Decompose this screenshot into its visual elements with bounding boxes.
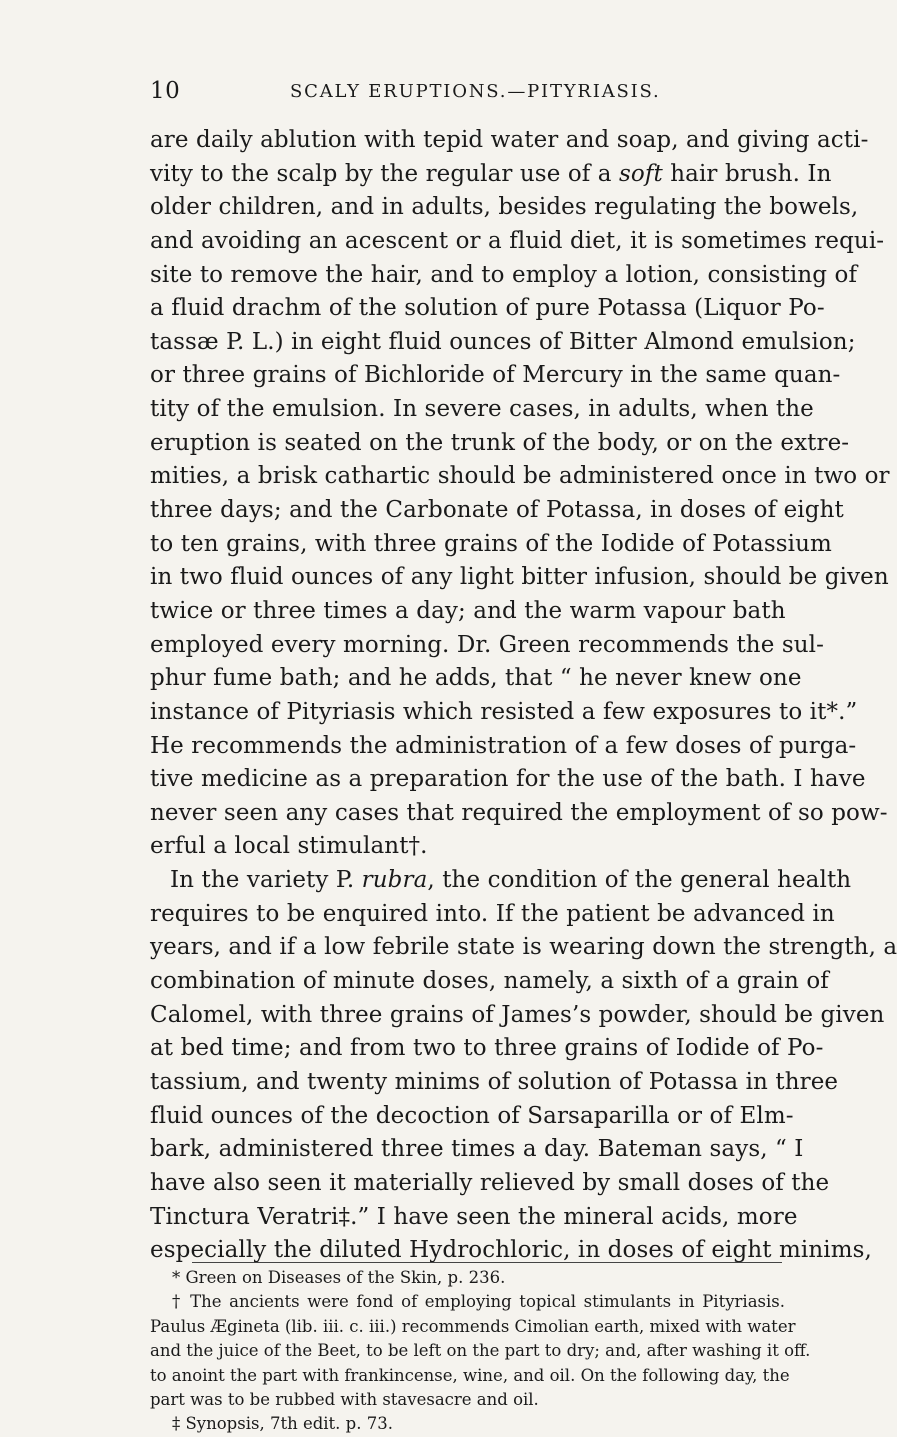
body-line: combination of minute doses, namely, a sixth of a grain of [150,968,829,995]
page-header [150,78,790,108]
body-line: site to remove the hair, and to employ a lotion, consisting of [150,261,858,288]
body-line: in two fluid ounces of any light bitter infusion, should be given [150,564,889,591]
body-line: and avoiding an acescent or a fluid diet, it is sometimes requi- [150,227,885,254]
body-line: years, and if a low febrile state is wearing down the strength, a [150,934,897,961]
footnote-line: and the juice of the Beet, to be left on the part to dry; and, after washing it off. [150,1341,811,1361]
body-line: instance of Pityriasis which resisted a few exposures to it*.” [150,698,858,725]
footnote-line: to anoint the part with frankincense, wine, and oil. On the following day, the [150,1365,790,1385]
body-line: twice or three times a day; and the warm vapour bath [150,597,786,624]
body-line: He recommends the administration of a few doses of purga- [150,732,857,759]
body-line: or three grains of Bichloride of Mercury in the same quan- [150,362,841,389]
body-line: tity of the emulsion. In severe cases, in adults, when the [150,396,814,423]
body-line: tive medicine as a preparation for the use of the bath. I have [150,766,866,793]
body-line: have also seen it materially relieved by small doses of the [150,1169,830,1196]
footnote-line: * Green on Diseases of the Skin, p. 236. [172,1268,506,1287]
body-line: fluid ounces of the decoction of Sarsaparilla or of Elm- [150,1102,794,1129]
footnote-line: part was to be rubbed with stavesacre and oil. [150,1389,539,1409]
body-line: a fluid drachm of the solution of pure Potassa (Liquor Po- [150,295,825,322]
body-line: requires to be enquired into. If the patient be advanced in [150,900,835,927]
body-line: at bed time; and from two to three grains of Iodide of Po- [150,1035,824,1062]
running-head: SCALY ERUPTIONS.—PITYRIASIS. [290,81,661,102]
footnote-line: Paulus Ægineta (lib. iii. c. iii.) recommends Cimolian earth, mixed with water [150,1316,796,1336]
body-line: three days; and the Carbonate of Potassa, in doses of eight [150,497,844,524]
body-line: In the variety P. rubra, the condition of the general health [170,867,852,894]
body-line: tassæ P. L.) in eight fluid ounces of Bitter Almond emulsion; [150,328,856,355]
body-line: never seen any cases that required the employment of so pow- [150,799,888,826]
body-line: vity to the scalp by the regular use of a soft hair brush. In [150,160,832,187]
body-line: bark, administered three times a day. Bateman says, “ I [150,1136,804,1163]
body-line: are daily ablution with tepid water and soap, and giving acti- [150,127,869,153]
body-line: Tinctura Veratri‡.” I have seen the mineral acids, more [150,1203,798,1230]
body-line: erful a local stimulant†. [150,833,428,860]
body-line: phur fume bath; and he adds, that “ he never knew one [150,665,802,692]
body-line: tassium, and twenty minims of solution of Potassa in three [150,1068,839,1095]
body-line: to ten grains, with three grains of the Iodide of Potassium [150,530,832,557]
body-text [150,124,897,1268]
body-line: especially the diluted Hydrochloric, in doses of eight minims, [150,1237,872,1264]
body-line: mities, a brisk cathartic should be administered once in two or [150,463,890,490]
footnote-line: † The ancients were fond of employing topical stimulants in Pityriasis. [172,1292,785,1312]
page-number: 10 [150,78,181,104]
body-line: eruption is seated on the trunk of the body, or on the extre- [150,429,850,456]
footnote-divider [192,1262,782,1263]
body-line: older children, and in adults, besides regulating the bowels, [150,194,859,221]
body-line: employed every morning. Dr. Green recommends the sul- [150,631,824,658]
body-line: Calomel, with three grains of James’s powder, should be given [150,1001,885,1028]
footnotes [150,1266,811,1437]
footnote-line: ‡ Synopsis, 7th edit. p. 73. [172,1414,393,1434]
